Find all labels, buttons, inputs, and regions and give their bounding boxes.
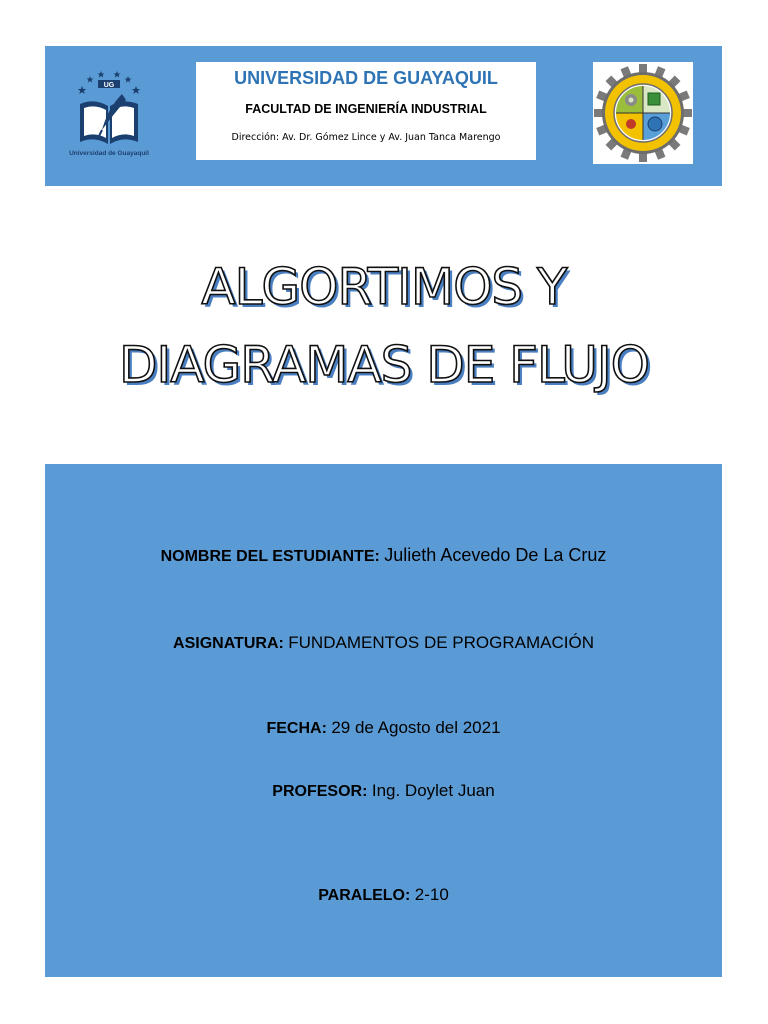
- faculty-address: Dirección: Av. Dr. Gómez Lince y Av. Juan Tanca Marengo: [231, 132, 501, 143]
- faculty-gear-seal-icon: [593, 62, 693, 164]
- date-value: 29 de Agosto del 2021: [331, 718, 501, 737]
- section-label: PARALELO:: [318, 887, 415, 904]
- faculty-name: FACULTAD DE INGENIERÍA INDUSTRIAL: [245, 102, 487, 116]
- university-logo-caption: Universidad de Guayaquil: [69, 150, 149, 157]
- svg-text:UG: UG: [103, 82, 115, 89]
- subject-line: [45, 633, 722, 653]
- section-value: 2-10: [414, 885, 449, 904]
- student-label: NOMBRE DEL ESTUDIANTE:: [160, 548, 385, 565]
- professor-line: [45, 781, 722, 801]
- professor-name: Ing. Doylet Juan: [371, 781, 495, 800]
- document-title-line-1: ALGORTIMOS Y: [201, 258, 567, 316]
- document-title-line-2: DIAGRAMAS DE FLUJO: [118, 336, 650, 394]
- section-line: [45, 885, 722, 905]
- student-line: [45, 545, 722, 566]
- student-name: Julieth Acevedo De La Cruz: [384, 545, 607, 565]
- date-label: FECHA:: [266, 720, 332, 737]
- subject-name: FUNDAMENTOS DE PROGRAMACIÓN: [288, 633, 594, 652]
- university-name: UNIVERSIDAD DE GUAYAQUIL: [234, 68, 498, 88]
- university-book-pen-logo-icon: [68, 64, 150, 150]
- subject-label: ASIGNATURA:: [173, 635, 289, 652]
- university-info-box: [196, 62, 536, 160]
- info-panel: [45, 464, 722, 977]
- professor-label: PROFESOR:: [272, 783, 372, 800]
- university-logo: [68, 64, 150, 160]
- date-line: [45, 718, 722, 738]
- faculty-logo: [593, 62, 693, 164]
